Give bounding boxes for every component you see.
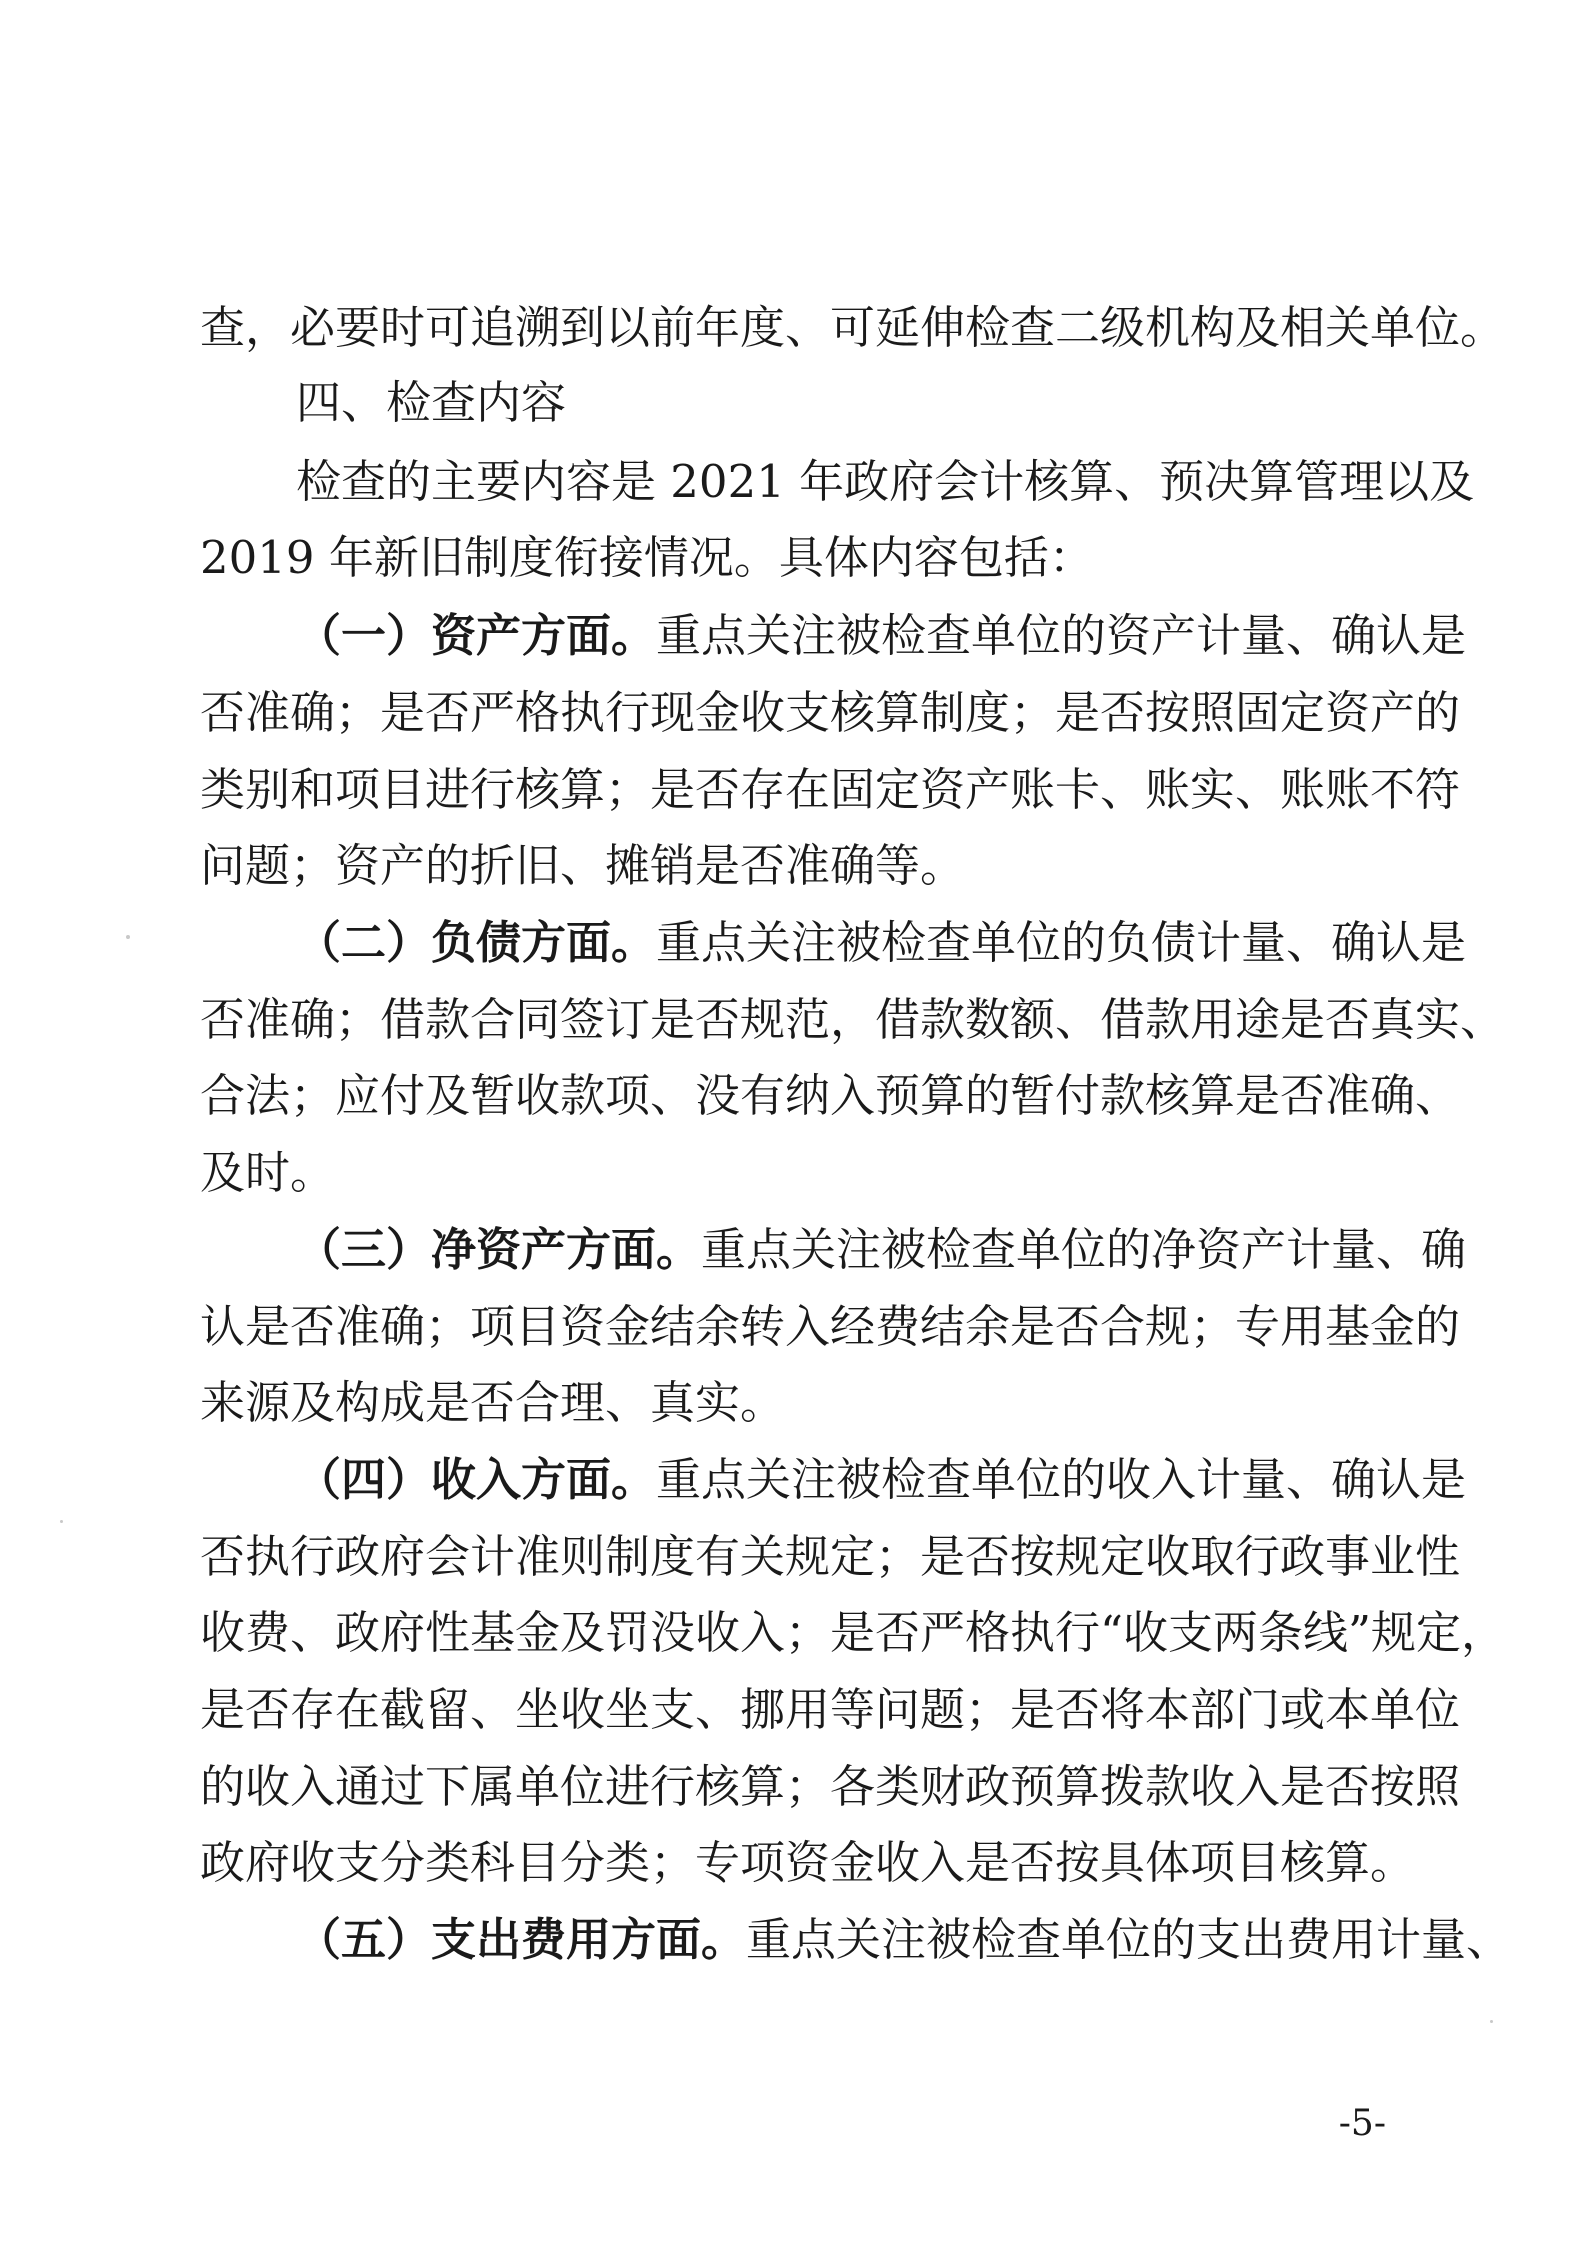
text-run: 重点关注被检查单位的净资产计量、确 [701, 1223, 1467, 1276]
paragraph-first-line [296, 604, 1467, 668]
text-line: 合法；应付及暂收款项、没有纳入预算的暂付款核算是否准确、 [200, 1069, 1461, 1122]
text-line: 检查的主要内容是 2021 年政府会计核算、预决算管理以及 [296, 455, 1475, 508]
text-line: 类别和项目进行核算；是否存在固定资产账卡、账实、账账不符 [200, 763, 1461, 816]
subsection-title: （四）收入方面。 [296, 1453, 657, 1506]
paragraph-first-line [296, 1448, 1467, 1512]
text-line: 来源及构成是否合理、真实。 [200, 1376, 786, 1429]
paragraph-first-line [296, 1218, 1467, 1282]
text-line: 及时。 [200, 1146, 336, 1199]
subsection-title: （五）支出费用方面。 [296, 1913, 747, 1966]
subsection-title: （一）资产方面。 [296, 609, 657, 662]
page-number: -5- [1338, 2103, 1386, 2144]
paragraph-first-line [296, 911, 1467, 975]
text-run: 重点关注被检查单位的支出费用计量、 [746, 1913, 1512, 1966]
text-line: 否准确；是否严格执行现金收支核算制度；是否按照固定资产的 [200, 686, 1461, 739]
paragraph-first-line [296, 1908, 1512, 1972]
text-line: 查，必要时可追溯到以前年度、可延伸检查二级机构及相关单位。 [200, 301, 1506, 354]
scan-speck [1490, 2020, 1493, 2023]
text-line: 2019 年新旧制度衔接情况。具体内容包括： [200, 531, 1094, 584]
text-line: 的收入通过下属单位进行核算；各类财政预算拨款收入是否按照 [200, 1760, 1461, 1813]
text-run: 重点关注被检查单位的资产计量、确认是 [656, 609, 1467, 662]
text-line: 否执行政府会计准则制度有关规定；是否按规定收取行政事业性 [200, 1530, 1461, 1583]
scan-speck [60, 1520, 63, 1523]
text-run: 重点关注被检查单位的负债计量、确认是 [656, 916, 1467, 969]
text-line: 认是否准确；项目资金结余转入经费结余是否合规；专用基金的 [200, 1300, 1461, 1353]
text-run: 重点关注被检查单位的收入计量、确认是 [656, 1453, 1467, 1506]
text-line: 是否存在截留、坐收坐支、挪用等问题；是否将本部门或本单位 [200, 1683, 1461, 1736]
text-line: 否准确；借款合同签订是否规范，借款数额、借款用途是否真实、 [200, 993, 1506, 1046]
subsection-title: （二）负债方面。 [296, 916, 657, 969]
section-heading: 四、检查内容 [296, 376, 567, 429]
subsection-title: （三）净资产方面。 [296, 1223, 702, 1276]
text-line: 问题；资产的折旧、摊销是否准确等。 [200, 839, 966, 892]
text-line: 收费、政府性基金及罚没收入；是否严格执行“收支两条线”规定， [200, 1606, 1507, 1659]
scan-speck [126, 935, 130, 939]
text-line: 政府收支分类科目分类；专项资金收入是否按具体项目核算。 [200, 1836, 1416, 1889]
